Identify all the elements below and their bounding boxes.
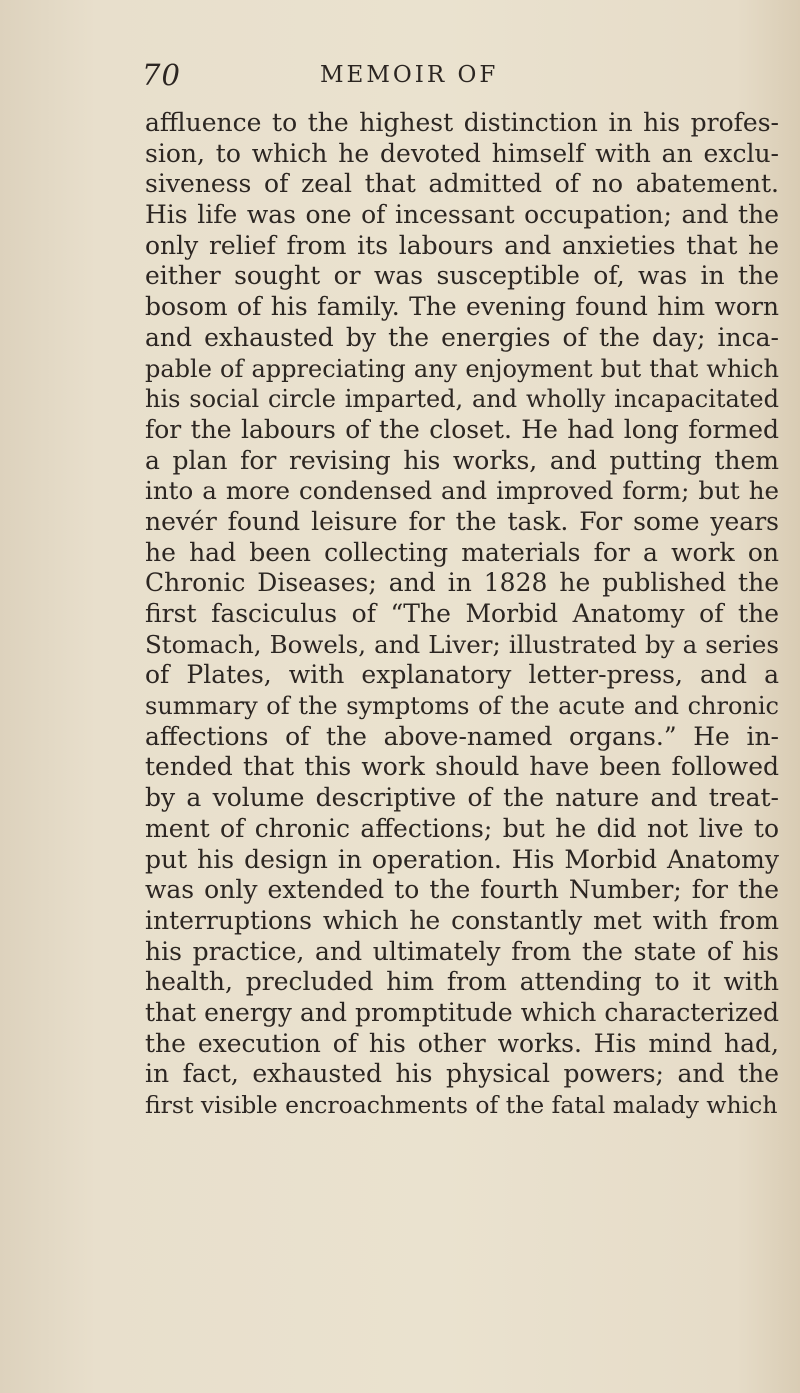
text-line: his social circle imparted, and wholly incapacitated bbox=[145, 385, 779, 414]
text-line: that energy and promptitude which characterized bbox=[145, 997, 779, 1027]
running-head: MEMOIR OF bbox=[320, 62, 499, 88]
text-line: for the labours of the closet. He had long formed bbox=[145, 414, 779, 444]
text-line: into a more condensed and improved form; but he bbox=[145, 476, 779, 506]
text-line: bosom of his family. The evening found him worn bbox=[145, 292, 779, 322]
text-line: he had been collecting materials for a work on bbox=[145, 537, 779, 567]
page-number: 70 bbox=[142, 58, 181, 92]
text-line: siveness of zeal that admitted of no abatement. bbox=[145, 169, 779, 199]
text-line: summary of the symptoms of the acute and chronic bbox=[145, 692, 779, 721]
text-line: and exhausted by the energies of the day; inca- bbox=[145, 322, 779, 352]
text-line: only relief from its labours and anxieties that he bbox=[145, 230, 779, 260]
text-line: pable of appreciating any enjoyment but that which bbox=[145, 354, 779, 383]
text-line: by a volume descriptive of the nature and treat- bbox=[145, 783, 779, 813]
text-line: affections of the above-named organs.” He in- bbox=[145, 721, 779, 751]
text-line: health, precluded him from attending to it with bbox=[145, 967, 779, 997]
text-line: first visible encroachments of the fatal malady which bbox=[145, 1091, 778, 1119]
text-line: ment of chronic affections; but he did not live to bbox=[145, 813, 779, 843]
text-line: affluence to the highest distinction in his profes- bbox=[145, 108, 779, 137]
text-line: either sought or was susceptible of, was in the bbox=[145, 261, 779, 291]
text-line: was only extended to the fourth Number; for the bbox=[145, 875, 779, 905]
text-line: first fasciculus of “The Morbid Anatomy of the bbox=[145, 599, 779, 628]
text-line: nevér found leisure for the task. For some years bbox=[145, 506, 779, 536]
page-header bbox=[142, 58, 742, 108]
text-line: his practice, and ultimately from the state of his bbox=[145, 936, 779, 966]
text-line: Stomach, Bowels, and Liver; illustrated by a series bbox=[145, 629, 779, 659]
text-line: a plan for revising his works, and putting them bbox=[145, 445, 779, 475]
text-line: tended that this work should have been followed bbox=[145, 752, 779, 782]
text-line: the execution of his other works. His mind had, bbox=[145, 1028, 779, 1058]
body-text bbox=[145, 108, 779, 1121]
text-line: sion, to which he devoted himself with an exclu- bbox=[145, 138, 779, 168]
text-line: put his design in operation. His Morbid Anatomy bbox=[145, 844, 779, 874]
text-line: in fact, exhausted his physical powers; and the bbox=[145, 1059, 779, 1089]
text-line: interruptions which he constantly met with from bbox=[145, 905, 779, 935]
text-line: His life was one of incessant occupation; and the bbox=[145, 200, 779, 230]
text-line: of Plates, with explanatory letter-press, and a bbox=[145, 660, 779, 690]
text-line: Chronic Diseases; and in 1828 he published the bbox=[145, 568, 779, 598]
